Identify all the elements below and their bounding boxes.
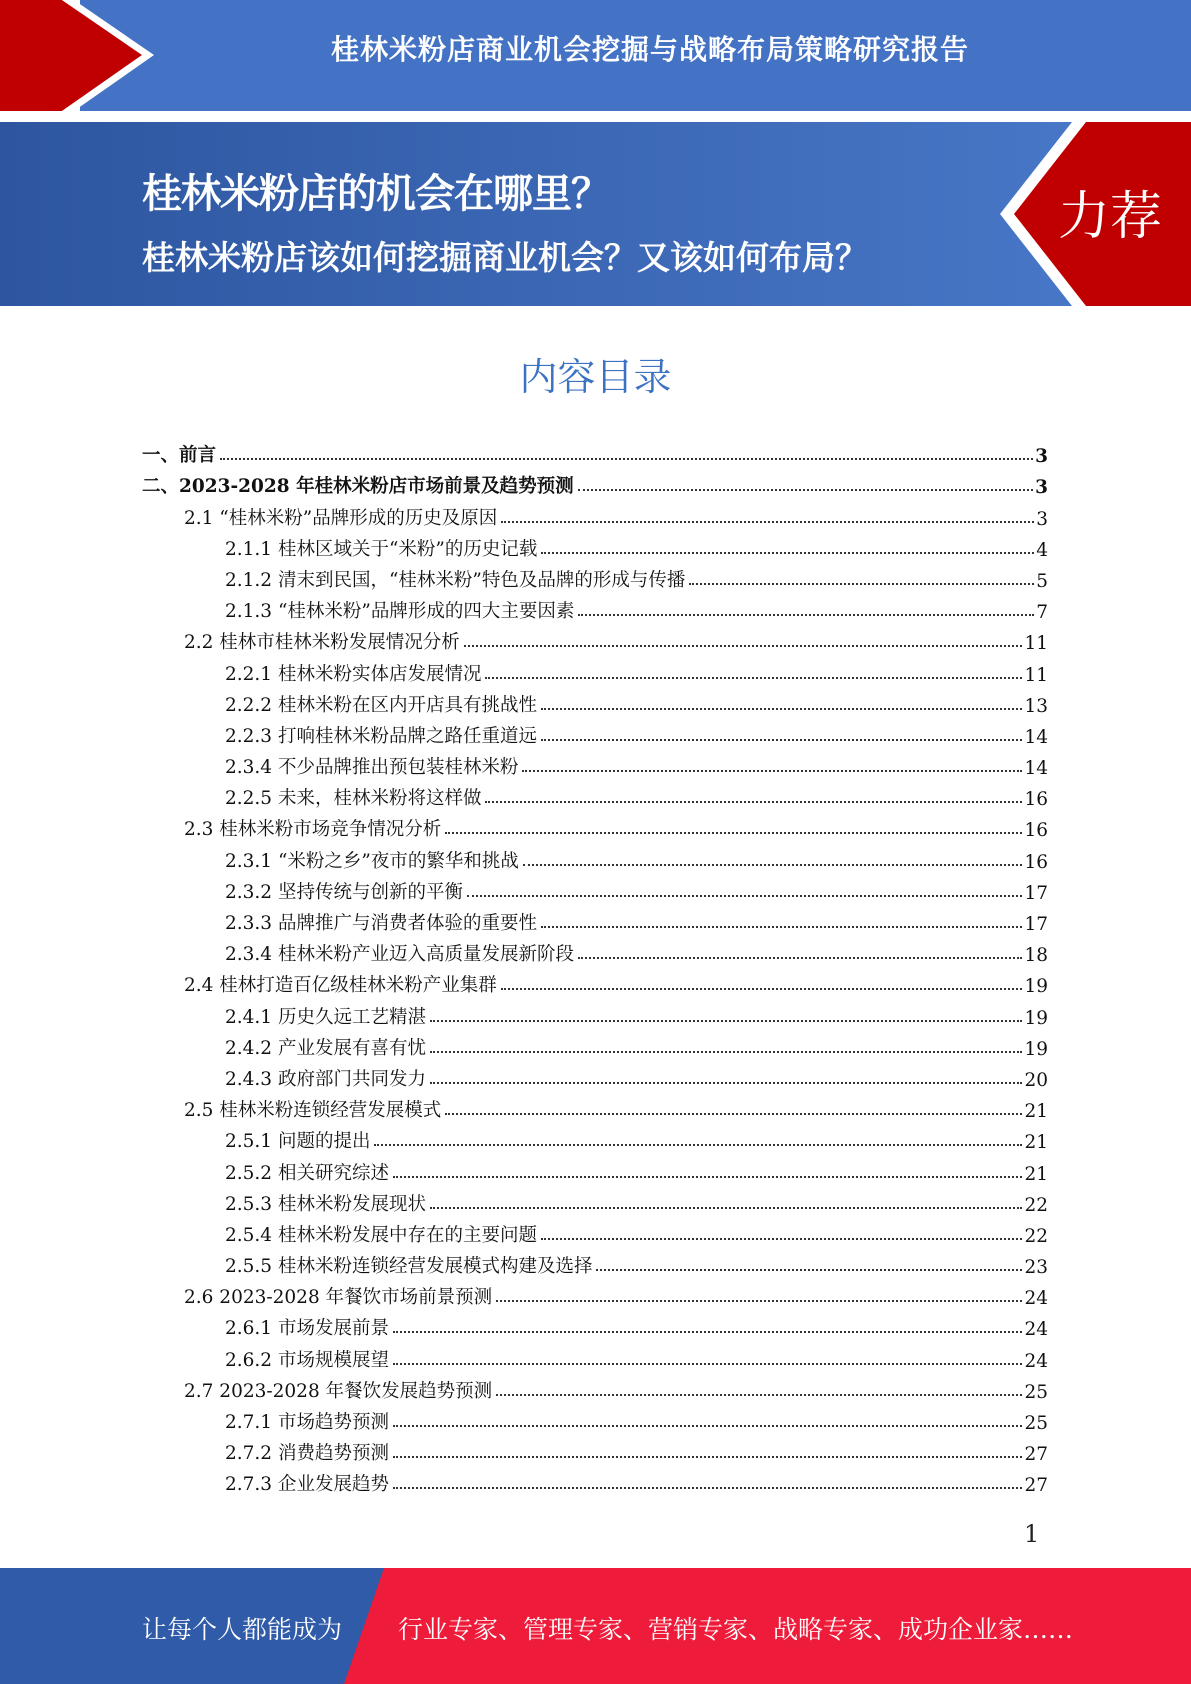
toc-entry[interactable] [142, 1060, 1048, 1091]
toc-entry-title: 2.3.4 桂林米粉产业迈入高质量发展新阶段 [225, 944, 574, 966]
toc-entry-title: 2.7.1 市场趋势预测 [225, 1412, 389, 1433]
toc-leader-dots [393, 1176, 1022, 1178]
toc-entry[interactable] [142, 467, 1048, 498]
toc-entry-title: 2.5 桂林米粉连锁经营发展模式 [184, 1100, 442, 1122]
toc-entry-title: 2.1.3 “桂林米粉”品牌形成的四大主要因素 [225, 601, 575, 623]
toc-leader-dots [541, 1238, 1022, 1240]
toc-entry[interactable] [142, 717, 1048, 748]
toc-entry[interactable] [142, 841, 1048, 872]
toc-entry-title: 2.5.2 相关研究综述 [225, 1162, 389, 1184]
page-number: 1 [1024, 1520, 1040, 1548]
toc-entry-page: 21 [1024, 1132, 1048, 1154]
toc-leader-dots [430, 1020, 1022, 1022]
toc-entry-title: 2.5.3 桂林米粉发展现状 [225, 1193, 426, 1215]
toc-entry-page: 16 [1024, 789, 1048, 811]
toc-leader-dots [501, 988, 1023, 990]
toc-leader-dots [541, 552, 1034, 554]
toc-entry-page: 3 [1036, 508, 1048, 530]
toc-entry-page: 4 [1036, 539, 1048, 561]
toc-leader-dots [393, 1331, 1022, 1333]
toc-entry-page: 5 [1036, 570, 1048, 592]
toc-entry-title: 2.7.2 消费趋势预测 [225, 1443, 389, 1465]
toc-entry[interactable] [142, 810, 1048, 841]
toc-leader-dots [578, 614, 1034, 616]
toc-entry-title: 2.4 桂林打造百亿级桂林米粉产业集群 [184, 975, 497, 997]
toc-entry-page: 19 [1024, 976, 1048, 998]
toc-leader-dots [464, 645, 1023, 647]
toc-entry-page: 24 [1024, 1350, 1048, 1372]
toc-entry-page: 19 [1024, 1007, 1048, 1029]
toc-entry[interactable] [142, 436, 1048, 467]
toc-entry-page: 11 [1024, 664, 1048, 686]
toc-entry-page: 27 [1024, 1475, 1048, 1497]
toc-entry-page: 18 [1024, 945, 1048, 967]
toc-entry[interactable] [142, 1372, 1048, 1403]
footer-band [0, 1568, 1191, 1684]
toc-entry-title: 2.3.3 品牌推广与消费者体验的重要性 [225, 913, 537, 934]
toc-entry-title: 2.2.1 桂林米粉实体店发展情况 [225, 663, 482, 685]
toc-entry-page: 21 [1024, 1101, 1048, 1123]
toc-entry[interactable] [142, 966, 1048, 997]
toc-entry-page: 24 [1024, 1319, 1048, 1341]
toc-leader-dots [445, 1113, 1022, 1115]
toc-entry-title: 2.2.5 未来，桂林米粉将这样做 [225, 788, 482, 810]
toc-entry-title: 2.4.2 产业发展有喜有忧 [225, 1037, 426, 1059]
toc-leader-dots [393, 1487, 1022, 1489]
toc-leader-dots [496, 1300, 1022, 1302]
toc-entry-title: 2.6.2 市场规模展望 [225, 1349, 389, 1371]
toc-entry-title: 2.7.3 企业发展趋势 [225, 1474, 389, 1496]
toc-leader-dots [430, 1051, 1022, 1053]
toc-leader-dots [523, 864, 1023, 866]
toc-entry[interactable] [142, 1185, 1048, 1216]
toc-entry[interactable] [142, 1091, 1048, 1122]
toc-entry[interactable] [142, 1340, 1048, 1371]
toc-leader-dots [578, 489, 1034, 491]
toc-entry[interactable] [142, 779, 1048, 810]
toc-entry-page: 17 [1024, 882, 1048, 904]
toc-entry-page: 3 [1035, 477, 1048, 499]
toc-leader-dots [430, 1082, 1022, 1084]
toc-entry-title: 2.6 2023-2028 年餐饮市场前景预测 [184, 1287, 493, 1309]
toc-entry-title: 2.2.3 打响桂林米粉品牌之路任重道远 [225, 725, 537, 747]
toc-entry-page: 22 [1024, 1225, 1048, 1247]
toc-leader-dots [467, 895, 1022, 897]
toc-entry-title: 2.5.4 桂林米粉发展中存在的主要问题 [225, 1224, 537, 1246]
toc-entry-page: 16 [1024, 820, 1048, 842]
toc-entry-page: 20 [1024, 1069, 1048, 1091]
toc-entry-page: 13 [1024, 695, 1048, 717]
toc-entry-page: 7 [1036, 602, 1048, 624]
toc-leader-dots [522, 770, 1022, 772]
toc-entry[interactable] [142, 1434, 1048, 1465]
toc-entry-page: 14 [1024, 726, 1048, 748]
toc-entry-title: 2.5.5 桂林米粉连锁经营发展模式构建及选择 [225, 1256, 593, 1278]
report-title: 桂林米粉店商业机会挖掘与战略布局策略研究报告 [330, 33, 969, 66]
toc-entry-page: 17 [1024, 914, 1048, 935]
toc-leader-dots [541, 708, 1022, 710]
toc-entry-title: 2.4.3 政府部门共同发力 [225, 1068, 426, 1090]
toc-entry[interactable] [142, 997, 1048, 1028]
toc-leader-dots [220, 458, 1033, 460]
toc-entry-title: 2.3 桂林米粉市场竞争情况分析 [184, 819, 442, 841]
toc-entry[interactable] [142, 1122, 1048, 1153]
toc-entry-page: 27 [1024, 1444, 1048, 1466]
toc-entry-page: 25 [1024, 1381, 1048, 1403]
table-of-contents [142, 436, 1048, 1496]
toc-entry-page: 23 [1024, 1257, 1048, 1279]
toc-entry[interactable] [142, 686, 1048, 717]
footer-slogan-left: 让每个人都能成为 [142, 1615, 343, 1644]
toc-entry-title: 2.7 2023-2028 年餐饮发展趋势预测 [184, 1380, 493, 1402]
toc-entry-title: 2.2 桂林市桂林米粉发展情况分析 [184, 632, 460, 654]
toc-entry-page: 19 [1024, 1038, 1048, 1060]
toc-leader-dots [374, 1144, 1022, 1146]
toc-entry-title: 2.1 “桂林米粉”品牌形成的历史及原因 [184, 507, 498, 529]
toc-entry-page: 11 [1024, 633, 1048, 655]
recommend-badge: 力荐 [1058, 187, 1163, 247]
headline-question-1: 桂林米粉店的机会在哪里？ [142, 171, 610, 217]
toc-entry-page: 24 [1024, 1288, 1048, 1310]
toc-entry-title: 2.1.1 桂林区域关于“米粉”的历史记载 [225, 538, 538, 560]
toc-entry[interactable] [142, 498, 1048, 529]
toc-entry[interactable] [142, 1403, 1048, 1434]
toc-entry[interactable] [142, 623, 1048, 654]
toc-entry[interactable] [142, 530, 1048, 561]
toc-entry-title: 2.6.1 市场发展前景 [225, 1318, 389, 1340]
toc-entry[interactable] [142, 748, 1048, 779]
top-banner [0, 0, 1191, 111]
toc-entry-title: 2.3.2 坚持传统与创新的平衡 [225, 881, 463, 903]
toc-entry[interactable] [142, 1465, 1048, 1496]
toc-leader-dots [596, 1269, 1022, 1271]
toc-entry[interactable] [142, 1216, 1048, 1247]
toc-entry-page: 3 [1035, 446, 1048, 468]
toc-entry-page: 16 [1024, 851, 1048, 873]
toc-entry-title: 2.3.1 “米粉之乡”夜市的繁华和挑战 [225, 850, 519, 872]
toc-entry-page: 25 [1024, 1413, 1048, 1434]
toc-entry-title: 2.3.4 不少品牌推出预包装桂林米粉 [225, 757, 519, 779]
toc-entry[interactable] [142, 592, 1048, 623]
toc-leader-dots [578, 957, 1022, 959]
toc-entry[interactable] [142, 561, 1048, 592]
headline-question-2: 桂林米粉店该如何挖掘商业机会？又该如何布局？ [142, 238, 868, 277]
toc-entry-page: 21 [1024, 1163, 1048, 1185]
toc-leader-dots [393, 1363, 1022, 1365]
toc-title: 内容目录 [519, 355, 672, 399]
toc-leader-dots [445, 832, 1022, 834]
toc-entry-title: 二、2023-2028 年桂林米粉店市场前景及趋势预测 [142, 476, 574, 498]
toc-entry[interactable] [142, 1153, 1048, 1184]
toc-leader-dots [496, 1394, 1022, 1396]
toc-leader-dots [541, 739, 1022, 741]
footer-slogan-right: 行业专家、管理专家、营销专家、战略专家、成功企业家…… [398, 1615, 1074, 1644]
toc-entry[interactable] [142, 904, 1048, 935]
toc-entry[interactable] [142, 1309, 1048, 1340]
toc-entry[interactable] [142, 1278, 1048, 1309]
toc-leader-dots [393, 1456, 1022, 1458]
toc-leader-dots [430, 1207, 1022, 1209]
toc-entry-title: 2.1.2 清末到民国，“桂林米粉”特色及品牌的形成与传播 [225, 569, 686, 591]
toc-leader-dots [485, 801, 1022, 803]
toc-leader-dots [689, 583, 1034, 585]
toc-entry-page: 22 [1024, 1194, 1048, 1216]
toc-entry[interactable] [142, 935, 1048, 966]
toc-entry[interactable] [142, 654, 1048, 685]
toc-entry-page: 14 [1024, 758, 1048, 780]
toc-entry[interactable] [142, 1029, 1048, 1060]
toc-entry[interactable] [142, 1247, 1048, 1278]
toc-entry-title: 2.5.1 问题的提出 [225, 1131, 371, 1153]
toc-entry-title: 一、前言 [142, 445, 217, 467]
toc-leader-dots [393, 1425, 1022, 1427]
headline-band [0, 122, 1191, 306]
toc-leader-dots [501, 521, 1034, 523]
toc-leader-dots [485, 677, 1022, 679]
toc-leader-dots [541, 926, 1022, 928]
toc-entry[interactable] [142, 873, 1048, 904]
toc-entry-title: 2.4.1 历史久远工艺精湛 [225, 1006, 426, 1028]
toc-entry-title: 2.2.2 桂林米粉在区内开店具有挑战性 [225, 694, 537, 716]
